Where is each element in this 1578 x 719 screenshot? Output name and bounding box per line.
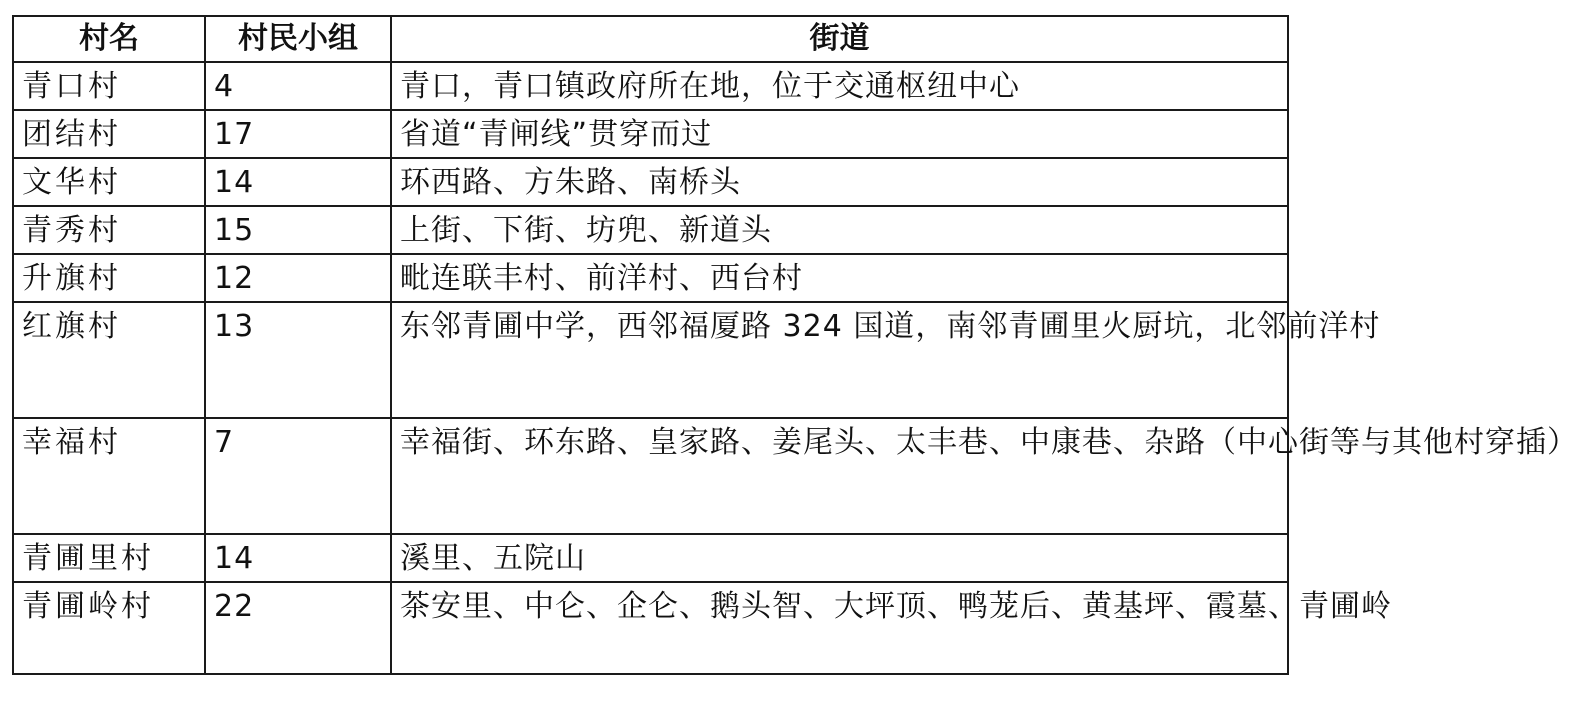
street-list: 省道“青闸线”贯穿而过 [391,110,1288,158]
group-count: 14 [205,534,391,582]
street-list: 溪里、五院山 [391,534,1288,582]
table-row [13,582,1288,674]
group-count: 14 [205,158,391,206]
group-count: 7 [205,418,391,534]
header-streets: 街道 [391,16,1288,62]
village-name: 青圃岭村 [13,582,205,674]
street-list: 环西路、方朱路、南桥头 [391,158,1288,206]
village-street-table [12,15,1578,675]
village-name: 青圃里村 [13,534,205,582]
header-village: 村名 [13,16,205,62]
village-name: 红旗村 [13,302,205,418]
street-list: 青口，青口镇政府所在地，位于交通枢纽中心 [391,62,1288,110]
village-name: 团结村 [13,110,205,158]
group-count: 12 [205,254,391,302]
street-list: 幸福街、环东路、皇家路、姜尾头、太丰巷、中康巷、杂路（中心街等与其他村穿插） [391,418,1288,534]
group-count: 13 [205,302,391,418]
table-row [13,158,1288,206]
table-row [13,254,1288,302]
street-list: 上街、下街、坊兜、新道头 [391,206,1288,254]
village-name: 青口村 [13,62,205,110]
table-row [13,110,1288,158]
table-row [13,302,1288,418]
header-groups: 村民小组 [205,16,391,62]
village-name: 青秀村 [13,206,205,254]
street-list: 毗连联丰村、前洋村、西台村 [391,254,1288,302]
village-name: 幸福村 [13,418,205,534]
village-name: 文华村 [13,158,205,206]
group-count: 17 [205,110,391,158]
group-count: 4 [205,62,391,110]
table-row [13,534,1288,582]
village-name: 升旗村 [13,254,205,302]
table-row [13,62,1288,110]
table-header-row [13,16,1288,62]
document-page [12,15,1578,675]
table-row [13,418,1288,534]
group-count: 22 [205,582,391,674]
street-list: 东邻青圃中学，西邻福厦路 324 国道，南邻青圃里火厨坑，北邻前洋村 [391,302,1288,418]
group-count: 15 [205,206,391,254]
table-row [13,206,1288,254]
street-list: 茶安里、中仑、企仑、鹅头智、大坪顶、鸭茏后、黄基坪、霞墓、青圃岭 [391,582,1288,674]
